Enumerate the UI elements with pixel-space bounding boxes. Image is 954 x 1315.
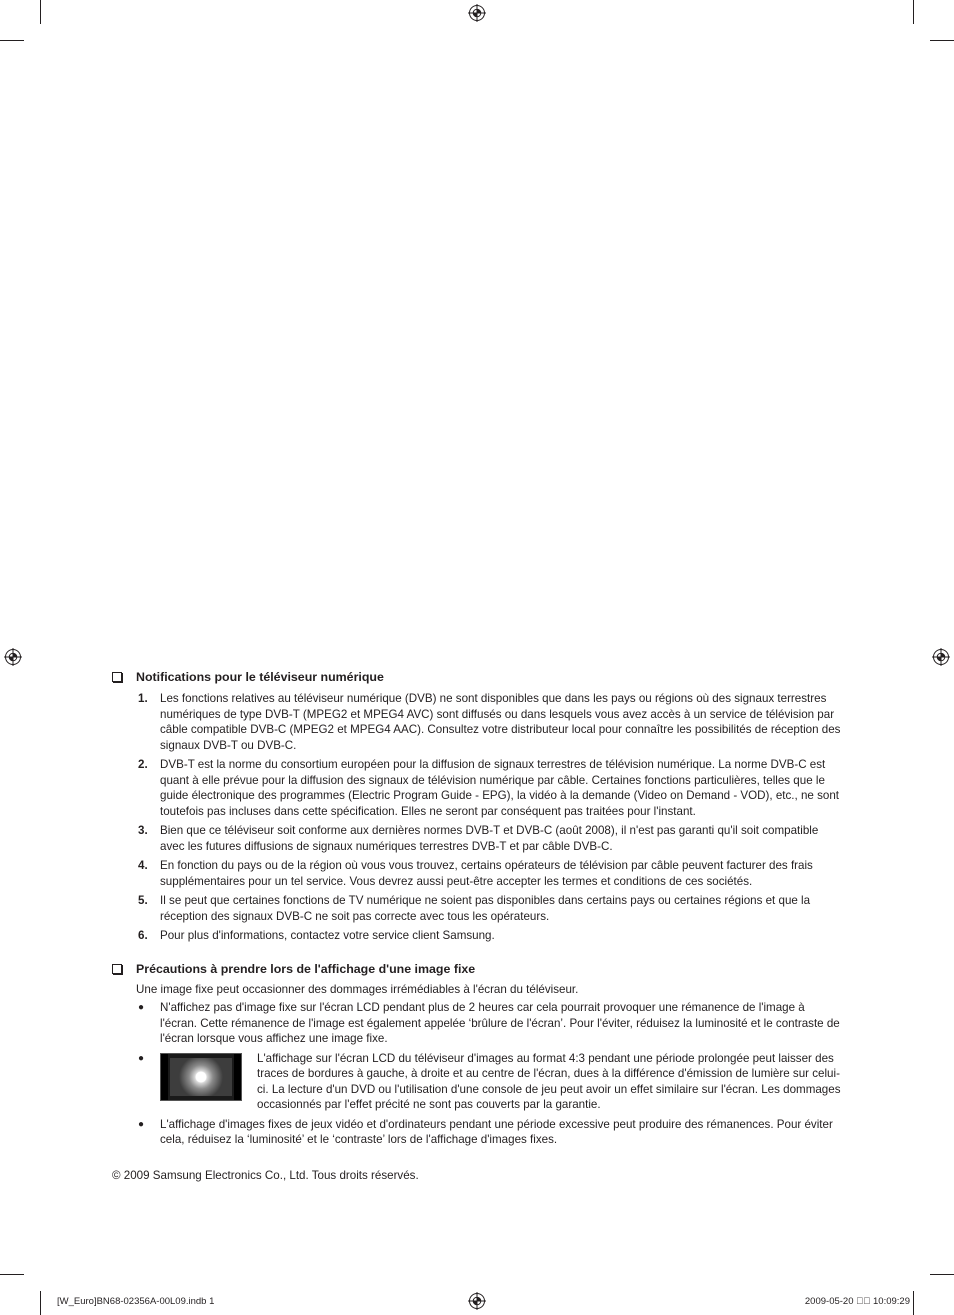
list-item [112, 691, 842, 753]
item-text: Les fonctions relatives au téléviseur numérique (DVB) ne sont disponibles que dans les pays ou régions où des signaux terrestres numériques de type DVB-T (MPEG2 et MPEG4 AVC) sont diffusés ou dans lesquels vous avez accès à un service de télévision par câble compatible DVB-C (MPEG2 et MPEG4 AAC). Consultez votre distributeur local pour connaître les possibilités de réception des signaux DVB-T ou DVB-C. [160, 692, 841, 752]
section-heading-digital-tv [112, 669, 842, 685]
list-item [112, 757, 842, 819]
item-number: 5. [138, 894, 148, 907]
list-item [112, 1117, 842, 1148]
document-body [112, 669, 842, 1183]
section-intro: Une image fixe peut occasionner des dommages irrémédiables à l'écran du téléviseur. [136, 982, 579, 996]
footer-left: [W_Euro]BN68-02356A-00L09.indb 1 [57, 1296, 215, 1307]
item-text: DVB-T est la norme du consortium européen pour la diffusion de signaux terrestres de télévision numérique. La norme DVB-C est quant à elle prévue pour la diffusion des signaux de télévision numérique par câble. Certaines fonctions particulières, telles que le guide électronique des programmes (Electric Program Guide - EPG), la vidéo à la demande (Video on Demand - VOD), etc., ne sont toutefois pas incluses dans cette spécification. Elles ne seront par conséquent pas traitées pour l'instant. [160, 758, 839, 818]
item-number: 1. [138, 692, 148, 705]
list-item [112, 893, 842, 924]
item-text: Bien que ce téléviseur soit conforme aux dernières normes DVB-T et DVB-C (août 2008), il n'est pas garanti qu'il soit compatible avec les futures diffusions de signaux numériques terrestres DVB-T et par câble DVB-C. [160, 824, 819, 853]
list-item [112, 1000, 842, 1047]
registration-mark-icon [468, 1292, 486, 1310]
precautions-list [112, 1000, 842, 1148]
crop-mark [0, 40, 24, 41]
item-text: L'affichage sur l'écran LCD du téléviseur d'images au format 4:3 pendant une période prolongée peut laisser des traces de bordures à gauche, à droite et au centre de l'écran, dues à la différence d'émission de lumière sur celui-ci. La lecture d'un DVD ou l'utilisation d'une console de jeu peut avoir un effet similaire sur l'écran. Les dommages occasionnés par l'effet précité ne sont pas couverts par la garantie. [257, 1051, 841, 1111]
right-bar [234, 1054, 241, 1100]
list-item [112, 1051, 842, 1113]
footer-right: 2009-05-20 ￿￿ 10:09:29 [804, 1296, 910, 1307]
still-image-section [112, 961, 842, 1148]
crop-mark [930, 1274, 954, 1275]
item-text: Il se peut que certaines fonctions de TV numérique ne soient pas disponibles dans certains pays ou certaines régions et que la réception des signaux DVB-C ne soit pas correcte avec tous les opérateurs. [160, 894, 811, 923]
tv-thumbnail-image [160, 1053, 242, 1101]
item-text: L'affichage d'images fixes de jeux vidéo et d'ordinateurs pendant une période excessive peut produire des rémanences. Pour éviter cela, réduisez la ‘luminosité’ et le ‘contraste’ lors de l'affichage d'images fixes. [160, 1117, 833, 1146]
crop-mark [913, 1291, 914, 1315]
crop-mark [0, 1274, 24, 1275]
bullet-icon: ● [138, 1118, 145, 1130]
registration-mark-icon [932, 648, 950, 666]
item-number: 6. [138, 929, 148, 942]
crop-mark [40, 0, 41, 24]
item-number: 2. [138, 758, 148, 771]
item-text: N'affichez pas d'image fixe sur l'écran LCD pendant plus de 2 heures car cela pourrait provoquer une rémanence de l'image à l'écran. Cette rémanence de l'image est également appelée ‘brûlure de l'écran’. Pour l'éviter, réduisez la luminosité et le contraste de l'écran lorsque vous affichez une image fixe. [160, 1001, 840, 1045]
list-item [112, 823, 842, 854]
flower-image [170, 1058, 232, 1096]
section-heading-still-image [112, 961, 842, 977]
section-heading-text: Notifications pour le téléviseur numérique [136, 670, 384, 684]
item-number: 4. [138, 859, 148, 872]
copyright-notice: © 2009 Samsung Electronics Co., Ltd. Tous droits réservés. [112, 1168, 419, 1182]
crop-mark [913, 0, 914, 24]
checkbox-icon [112, 964, 122, 974]
left-bar [161, 1054, 168, 1100]
list-item [112, 858, 842, 889]
registration-mark-icon [468, 4, 486, 22]
bullet-icon: ● [138, 1052, 145, 1064]
item-number: 3. [138, 824, 148, 837]
crop-mark [40, 1291, 41, 1315]
notifications-list [112, 691, 842, 944]
registration-mark-icon [4, 648, 22, 666]
crop-mark [930, 40, 954, 41]
section-heading-text: Précautions à prendre lors de l'affichage d'une image fixe [136, 961, 476, 976]
checkbox-icon [112, 672, 122, 682]
image-item [160, 1051, 842, 1113]
list-item [112, 928, 842, 944]
bullet-icon: ● [138, 1002, 145, 1013]
item-text: Pour plus d'informations, contactez votre service client Samsung. [160, 929, 495, 942]
item-text: En fonction du pays ou de la région où vous vous trouvez, certains opérateurs de télévision par câble peuvent facturer des frais supplémentaires pour un tel service. Vous devrez aussi peut-être accepter les termes et conditions de ces sociétés. [160, 859, 813, 888]
